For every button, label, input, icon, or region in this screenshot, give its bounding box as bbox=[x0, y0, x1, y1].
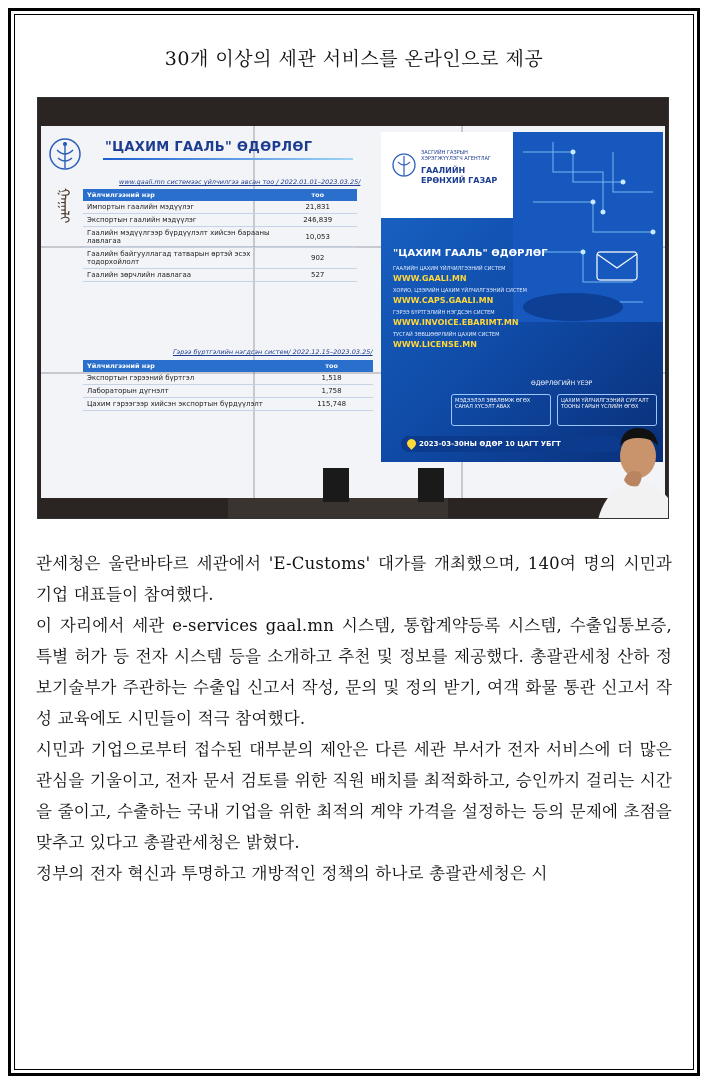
screen-stand-post bbox=[418, 468, 444, 502]
poster-date-pill bbox=[401, 436, 621, 452]
cell-value: 1,518 bbox=[290, 372, 373, 385]
cell-value: 115,748 bbox=[290, 398, 373, 411]
poster-item-desc: ГЭРЭЭ БҮРТГЭЛИЙН НЭГДСЭН СИСТЕМ bbox=[393, 310, 495, 316]
poster-item-url: WWW.LICENSE.MN bbox=[393, 340, 477, 349]
poster-item-desc: ХОРИО, ЦЭЭРИЙН ЦАХИМ ҮЙЛЧИЛГЭЭНИЙ СИСТЕМ bbox=[393, 288, 527, 294]
table-row bbox=[83, 214, 357, 227]
table2 bbox=[83, 360, 373, 411]
table1-header-name: Үйлчилгээний нэр bbox=[83, 189, 278, 201]
article-photo bbox=[37, 97, 669, 519]
poster-org-subtitle: ЗАСГИЙН ГАЗРЫН ХЭРЭГЖҮҮЛЭГЧ АГЕНТЛАГ bbox=[421, 150, 491, 162]
statistics-slide bbox=[41, 126, 381, 498]
article-title: 30개 이상의 세관 서비스를 온라인으로 제공 bbox=[164, 48, 544, 70]
table-row bbox=[83, 385, 373, 398]
slide-heading: "ЦАХИМ ГААЛЬ" ӨДӨРЛӨГ bbox=[105, 140, 313, 155]
location-pin-icon bbox=[405, 437, 418, 450]
table-row bbox=[83, 248, 357, 269]
seated-person bbox=[598, 416, 669, 519]
cell-label: Импортын гаалийн мэдүүлэг bbox=[83, 201, 278, 214]
article-paragraph: 이 자리에서 세관 e-services gaal.mn 시스템, 통합계약등록 시스템, 수출입통보증, 특별 허가 등 전자 시스템 등을 소개하고 추천 및 정보를 제공했다. 총괄관세청 산하 정보기술부가 주관하는 수출입 신고서 작성, 문의 및 정의 받기, 여객 화물 통관 신고서 작성 교육에도 시민들이 적극 참여했다. bbox=[36, 616, 672, 728]
mongol-script-logo: ᠭᠠᠭᠠᠯᠢ bbox=[56, 188, 71, 224]
poster-item-url: WWW.CAPS.GAALI.MN bbox=[393, 296, 494, 305]
poster-item-desc: ТУСГАЙ ЗӨВШӨӨРЛИЙН ЦАХИМ СИСТЕМ bbox=[393, 332, 500, 338]
poster-org-name: ГААЛИЙН ЕРӨНХИЙ ГАЗАР bbox=[421, 166, 498, 185]
cell-label: Лабораторын дүгнэлт bbox=[83, 385, 290, 398]
table2-header-name: Үйлчилгээний нэр bbox=[83, 360, 290, 372]
video-wall bbox=[41, 126, 665, 498]
poster-benefit-box: МЭДЭЭЛЭЛ ЗӨВЛӨМЖ ӨГӨХ САНАЛ ХҮСЭЛТ АВАХ bbox=[451, 394, 551, 426]
cell-value: 902 bbox=[278, 248, 357, 269]
poster-item-url: WWW.INVOICE.EBARIMT.MN bbox=[393, 318, 519, 327]
cell-value: 246,839 bbox=[278, 214, 357, 227]
poster-heading: "ЦАХИМ ГААЛЬ" ӨДӨРЛӨГ bbox=[393, 248, 548, 259]
cell-label: Гаалийн мэдүүлгээр бүрдүүлэлт хийсэн барааны лавлагаа bbox=[83, 227, 278, 248]
article-body bbox=[36, 548, 672, 889]
article-paragraph: 정부의 전자 혁신과 투명하고 개방적인 정책의 하나로 총괄관세청은 시 bbox=[36, 864, 548, 883]
customs-emblem-icon bbox=[391, 152, 417, 182]
customs-emblem-icon bbox=[47, 136, 83, 176]
cell-value: 10,053 bbox=[278, 227, 357, 248]
table1 bbox=[83, 189, 357, 282]
cell-label: Цахим гэрээгээр хийсэн экспортын бүрдүүлэлт bbox=[83, 398, 290, 411]
table1-caption: www.gaali.mn системээс үйлчилгээ авсан тоо / 2022.01.01–2023.03.25/ bbox=[119, 178, 361, 186]
heading-rule bbox=[103, 158, 353, 160]
cell-value: 1,758 bbox=[290, 385, 373, 398]
article-paragraph: 시민과 기업으로부터 접수된 대부분의 제안은 다른 세관 부서가 전자 서비스에 더 많은 관심을 기울이고, 전자 문서 검토를 위한 직원 배치를 최적화하고, 승인까지 걸리는 시간을 줄이고, 수출하는 국내 기업을 위한 최적의 계약 가격을 설정하는 등의 문제에 초점을 맞추고 있다고 총괄관세청은 밝혔다. bbox=[36, 740, 672, 852]
cell-label: Гаалийн зөрчлийн лавлагаа bbox=[83, 269, 278, 282]
cell-value: 21,831 bbox=[278, 201, 357, 214]
table-row bbox=[83, 227, 357, 248]
article-paragraph: 관세청은 울란바타르 세관에서 'E-Customs' 대가를 개최했으며, 140여 명의 시민과 기업 대표들이 참여했다. bbox=[36, 554, 672, 604]
e-customs-poster bbox=[381, 132, 663, 462]
poster-benefit-box: ЦАХИМ ҮЙЛЧИЛГЭЭНИЙ СУРГАЛТ ТООНЫ ГАРЫН ҮСЛИЙН ӨГӨХ bbox=[557, 394, 657, 426]
poster-item-desc: ГААЛИЙН ЦАХИМ ҮЙЛЧИЛГЭЭНИЙ СИСТЕМ bbox=[393, 266, 506, 272]
table1-header-count: тоо bbox=[278, 189, 357, 201]
table-row bbox=[83, 398, 373, 411]
poster-item-url: WWW.GAALI.MN bbox=[393, 274, 467, 283]
poster-benefit-title: ӨДӨРЛӨГИЙН ҮЕЭР bbox=[531, 380, 593, 387]
cell-label: Экспортын гаалийн мэдүүлэг bbox=[83, 214, 278, 227]
table-row bbox=[83, 372, 373, 385]
cell-value: 527 bbox=[278, 269, 357, 282]
cell-label: Гаалийн байгууллагад татварын өртэй эсэх тодорхойлолт bbox=[83, 248, 278, 269]
cell-label: Экспортын гэрээний бүртгэл bbox=[83, 372, 290, 385]
table2-caption: Гэрээ бүртгэлийн нэгдсэн систем/ 2022.12.15–2023.03.25/ bbox=[173, 348, 373, 356]
circuit-illustration bbox=[513, 132, 663, 322]
table-row bbox=[83, 269, 357, 282]
poster-date: 2023-03-30НЫ ӨДӨР 10 ЦАГТ УБГТ bbox=[419, 440, 561, 448]
screen-stand-post bbox=[323, 468, 349, 502]
table2-header-count: тоо bbox=[290, 360, 373, 372]
table-row bbox=[83, 201, 357, 214]
